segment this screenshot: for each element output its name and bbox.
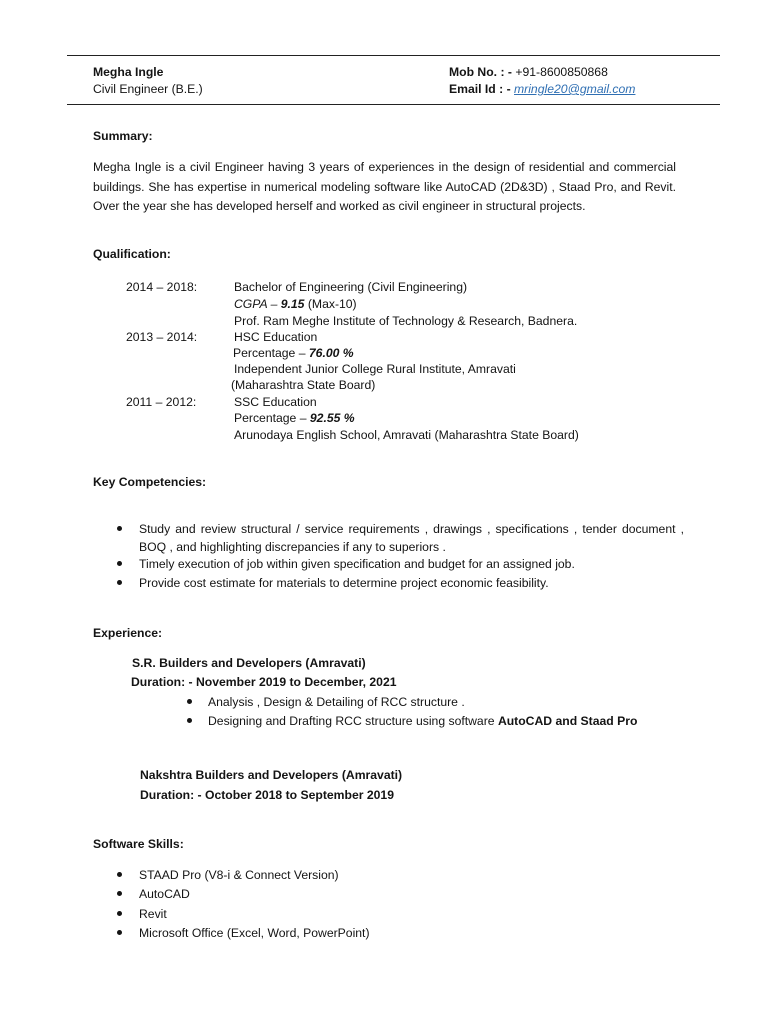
bullet-icon: [117, 911, 122, 916]
qualification-score: [234, 410, 355, 426]
bullet-icon: [117, 930, 122, 935]
software-text: Revit: [139, 907, 167, 921]
experience-heading: Experience:: [93, 626, 163, 640]
email-label: Email Id : -: [449, 82, 515, 96]
bullet-icon: [117, 891, 122, 896]
score-label: CGPA –: [234, 297, 281, 311]
job-bullet-text: Designing and Drafting RCC structure using software: [208, 714, 498, 728]
bullet-icon: [117, 580, 122, 585]
job-company: Nakshtra Builders and Developers (Amravati): [140, 768, 403, 782]
summary-heading: Summary:: [93, 129, 153, 143]
qualification-years: 2014 – 2018:: [126, 280, 198, 294]
mobile-line: [449, 64, 608, 80]
qualification-board: (Maharashtra State Board): [231, 378, 376, 392]
qualification-degree: Bachelor of Engineering (Civil Engineering): [234, 280, 468, 294]
software-item: [117, 906, 167, 922]
job-bullet: [187, 713, 637, 729]
bullet-icon: [187, 699, 192, 704]
software-text: STAAD Pro (V8-i & Connect Version): [139, 868, 339, 882]
email-link[interactable]: mringle20@gmail.com: [514, 82, 636, 96]
qualification-degree: HSC Education: [234, 330, 318, 344]
bullet-icon: [117, 561, 122, 566]
competency-item: [117, 575, 549, 591]
summary-text: Megha Ingle is a civil Engineer having 3 years of experiences in the design of residential and commercial buildings. She has expertise in numerical modeling software like AutoCAD (2D&3D) , Staad Pro, and Revit. Over the year she has developed herself and worked as civil engineer in structural projects.: [93, 160, 676, 213]
qualification-score: [233, 345, 354, 361]
bullet-icon: [187, 718, 192, 723]
candidate-title: Civil Engineer (B.E.): [93, 82, 203, 96]
qualification-heading: Qualification:: [93, 247, 171, 261]
score-value: 92.55 %: [309, 411, 355, 425]
qualification-score: [234, 296, 357, 312]
competency-item: [117, 556, 575, 572]
job-duration: Duration: - November 2019 to December, 2021: [131, 675, 397, 689]
competency-text: Provide cost estimate for materials to determine project economic feasibility.: [139, 576, 549, 590]
score-label: Percentage –: [234, 411, 310, 425]
competency-text: Timely execution of job within given specification and budget for an assigned job.: [139, 557, 575, 571]
top-rule: [67, 55, 720, 56]
qualification-degree: SSC Education: [234, 395, 317, 409]
bullet-icon: [117, 872, 122, 877]
score-value: 9.15: [280, 297, 305, 311]
mobile-number: +91-8600850868: [515, 65, 608, 79]
qualification-years: 2011 – 2012:: [126, 395, 197, 409]
score-suffix: (Max-10): [304, 297, 357, 311]
job-bullet-software: AutoCAD and Staad Pro: [497, 714, 638, 728]
job-bullet-text: Analysis , Design & Detailing of RCC structure .: [208, 695, 465, 709]
software-text: Microsoft Office (Excel, Word, PowerPoint): [139, 926, 370, 940]
qualification-years: 2013 – 2014:: [126, 330, 198, 344]
bullet-icon: [117, 526, 122, 531]
score-value: 76.00 %: [308, 346, 354, 360]
job-duration: Duration: - October 2018 to September 2019: [140, 788, 394, 802]
software-item: [117, 886, 190, 902]
software-item: [117, 867, 339, 883]
qualification-institute: Arunodaya English School, Amravati (Maharashtra State Board): [234, 428, 579, 442]
competencies-heading: Key Competencies:: [93, 475, 207, 489]
score-label: Percentage –: [233, 346, 309, 360]
competency-item: [117, 521, 684, 556]
email-line: [449, 81, 635, 97]
candidate-name: Megha Ingle: [93, 65, 164, 79]
job-company: S.R. Builders and Developers (Amravati): [132, 656, 366, 670]
qualification-institute: Independent Junior College Rural Institute, Amravati: [234, 362, 516, 376]
header-bottom-rule: [67, 104, 720, 105]
software-text: AutoCAD: [139, 887, 190, 901]
mobile-label: Mob No. : -: [449, 65, 516, 79]
job-bullet: [187, 694, 465, 710]
qualification-institute: Prof. Ram Meghe Institute of Technology & Research, Badnera.: [234, 314, 578, 328]
competency-text: Study and review structural / service requirements , drawings , specifications , tender document , BOQ , and highlighting discrepancies if any to superiors .: [139, 522, 684, 554]
software-item: [117, 925, 370, 941]
software-heading: Software Skills:: [93, 837, 184, 851]
